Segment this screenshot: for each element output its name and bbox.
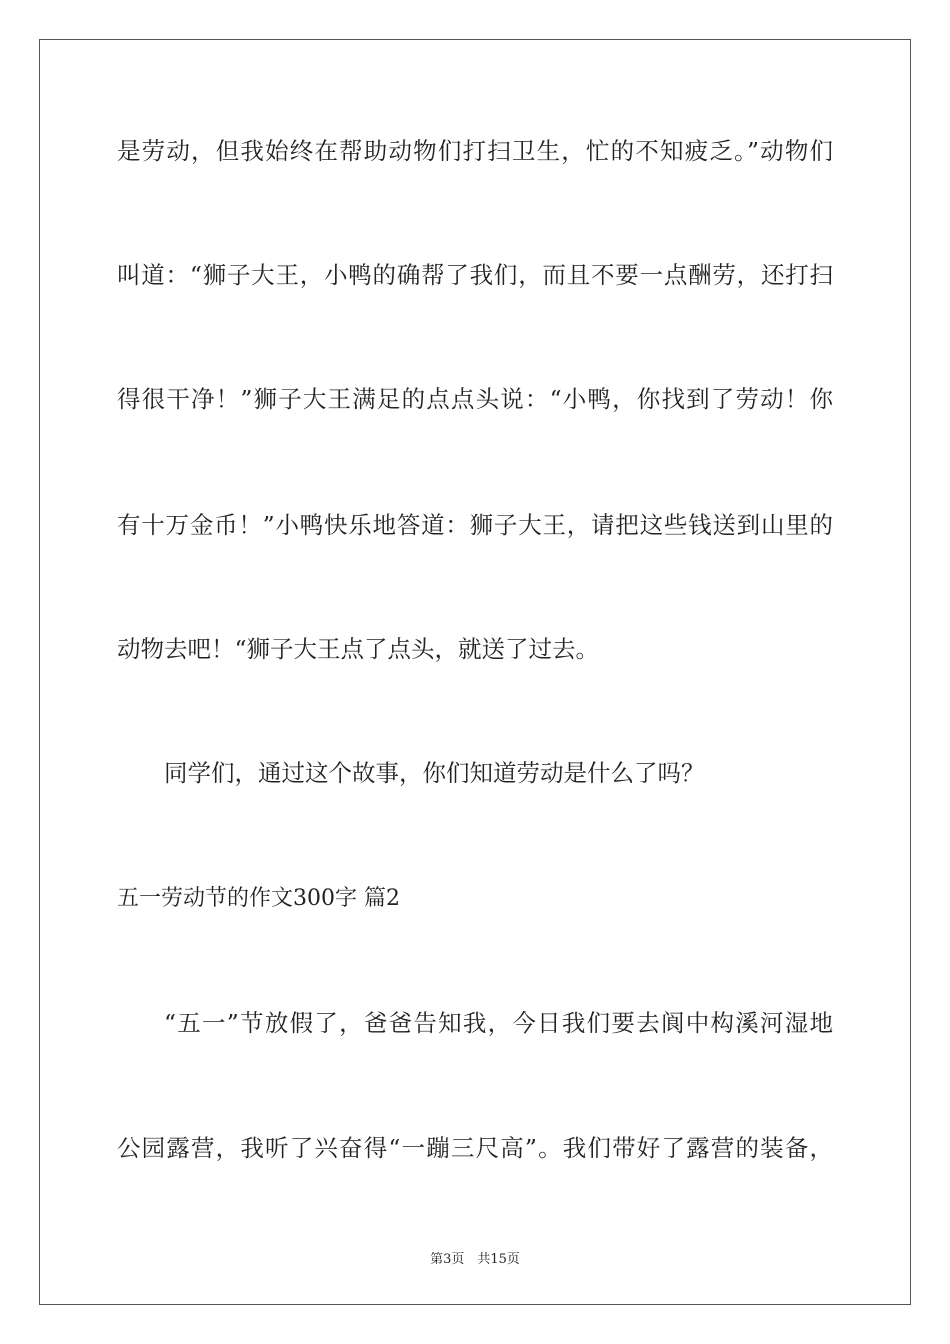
page-border [39,39,911,1305]
text-line-4: 有十万金币！”小鸭快乐地答道：狮子大王，请把这些钱送到山里的 [117,511,833,539]
text-line-8: “五一”节放假了，爸爸告知我，今日我们要去阆中构溪河湿地 [164,1009,833,1037]
text-line-5: 动物去吧！“狮子大王点了点头，就送了过去。 [117,635,600,663]
text-line-9: 公园露营，我听了兴奋得“一蹦三尺高”。我们带好了露营的装备， [117,1134,833,1162]
text-line-3: 得很干净！”狮子大王满足的点点头说：“小鸭，你找到了劳动！你 [117,385,833,413]
text-line-2: 叫道：“狮子大王，小鸭的确帮了我们，而且不要一点酬劳，还打扫 [117,261,833,289]
text-line-6: 同学们，通过这个故事，你们知道劳动是什么了吗？ [164,759,705,787]
section-heading: 五一劳动节的作文300字 篇2 [117,886,400,911]
page-footer: 第3页 共15页 [430,1252,520,1267]
text-line-1: 是劳动，但我始终在帮助动物们打扫卫生，忙的不知疲乏。”动物们 [117,137,833,165]
